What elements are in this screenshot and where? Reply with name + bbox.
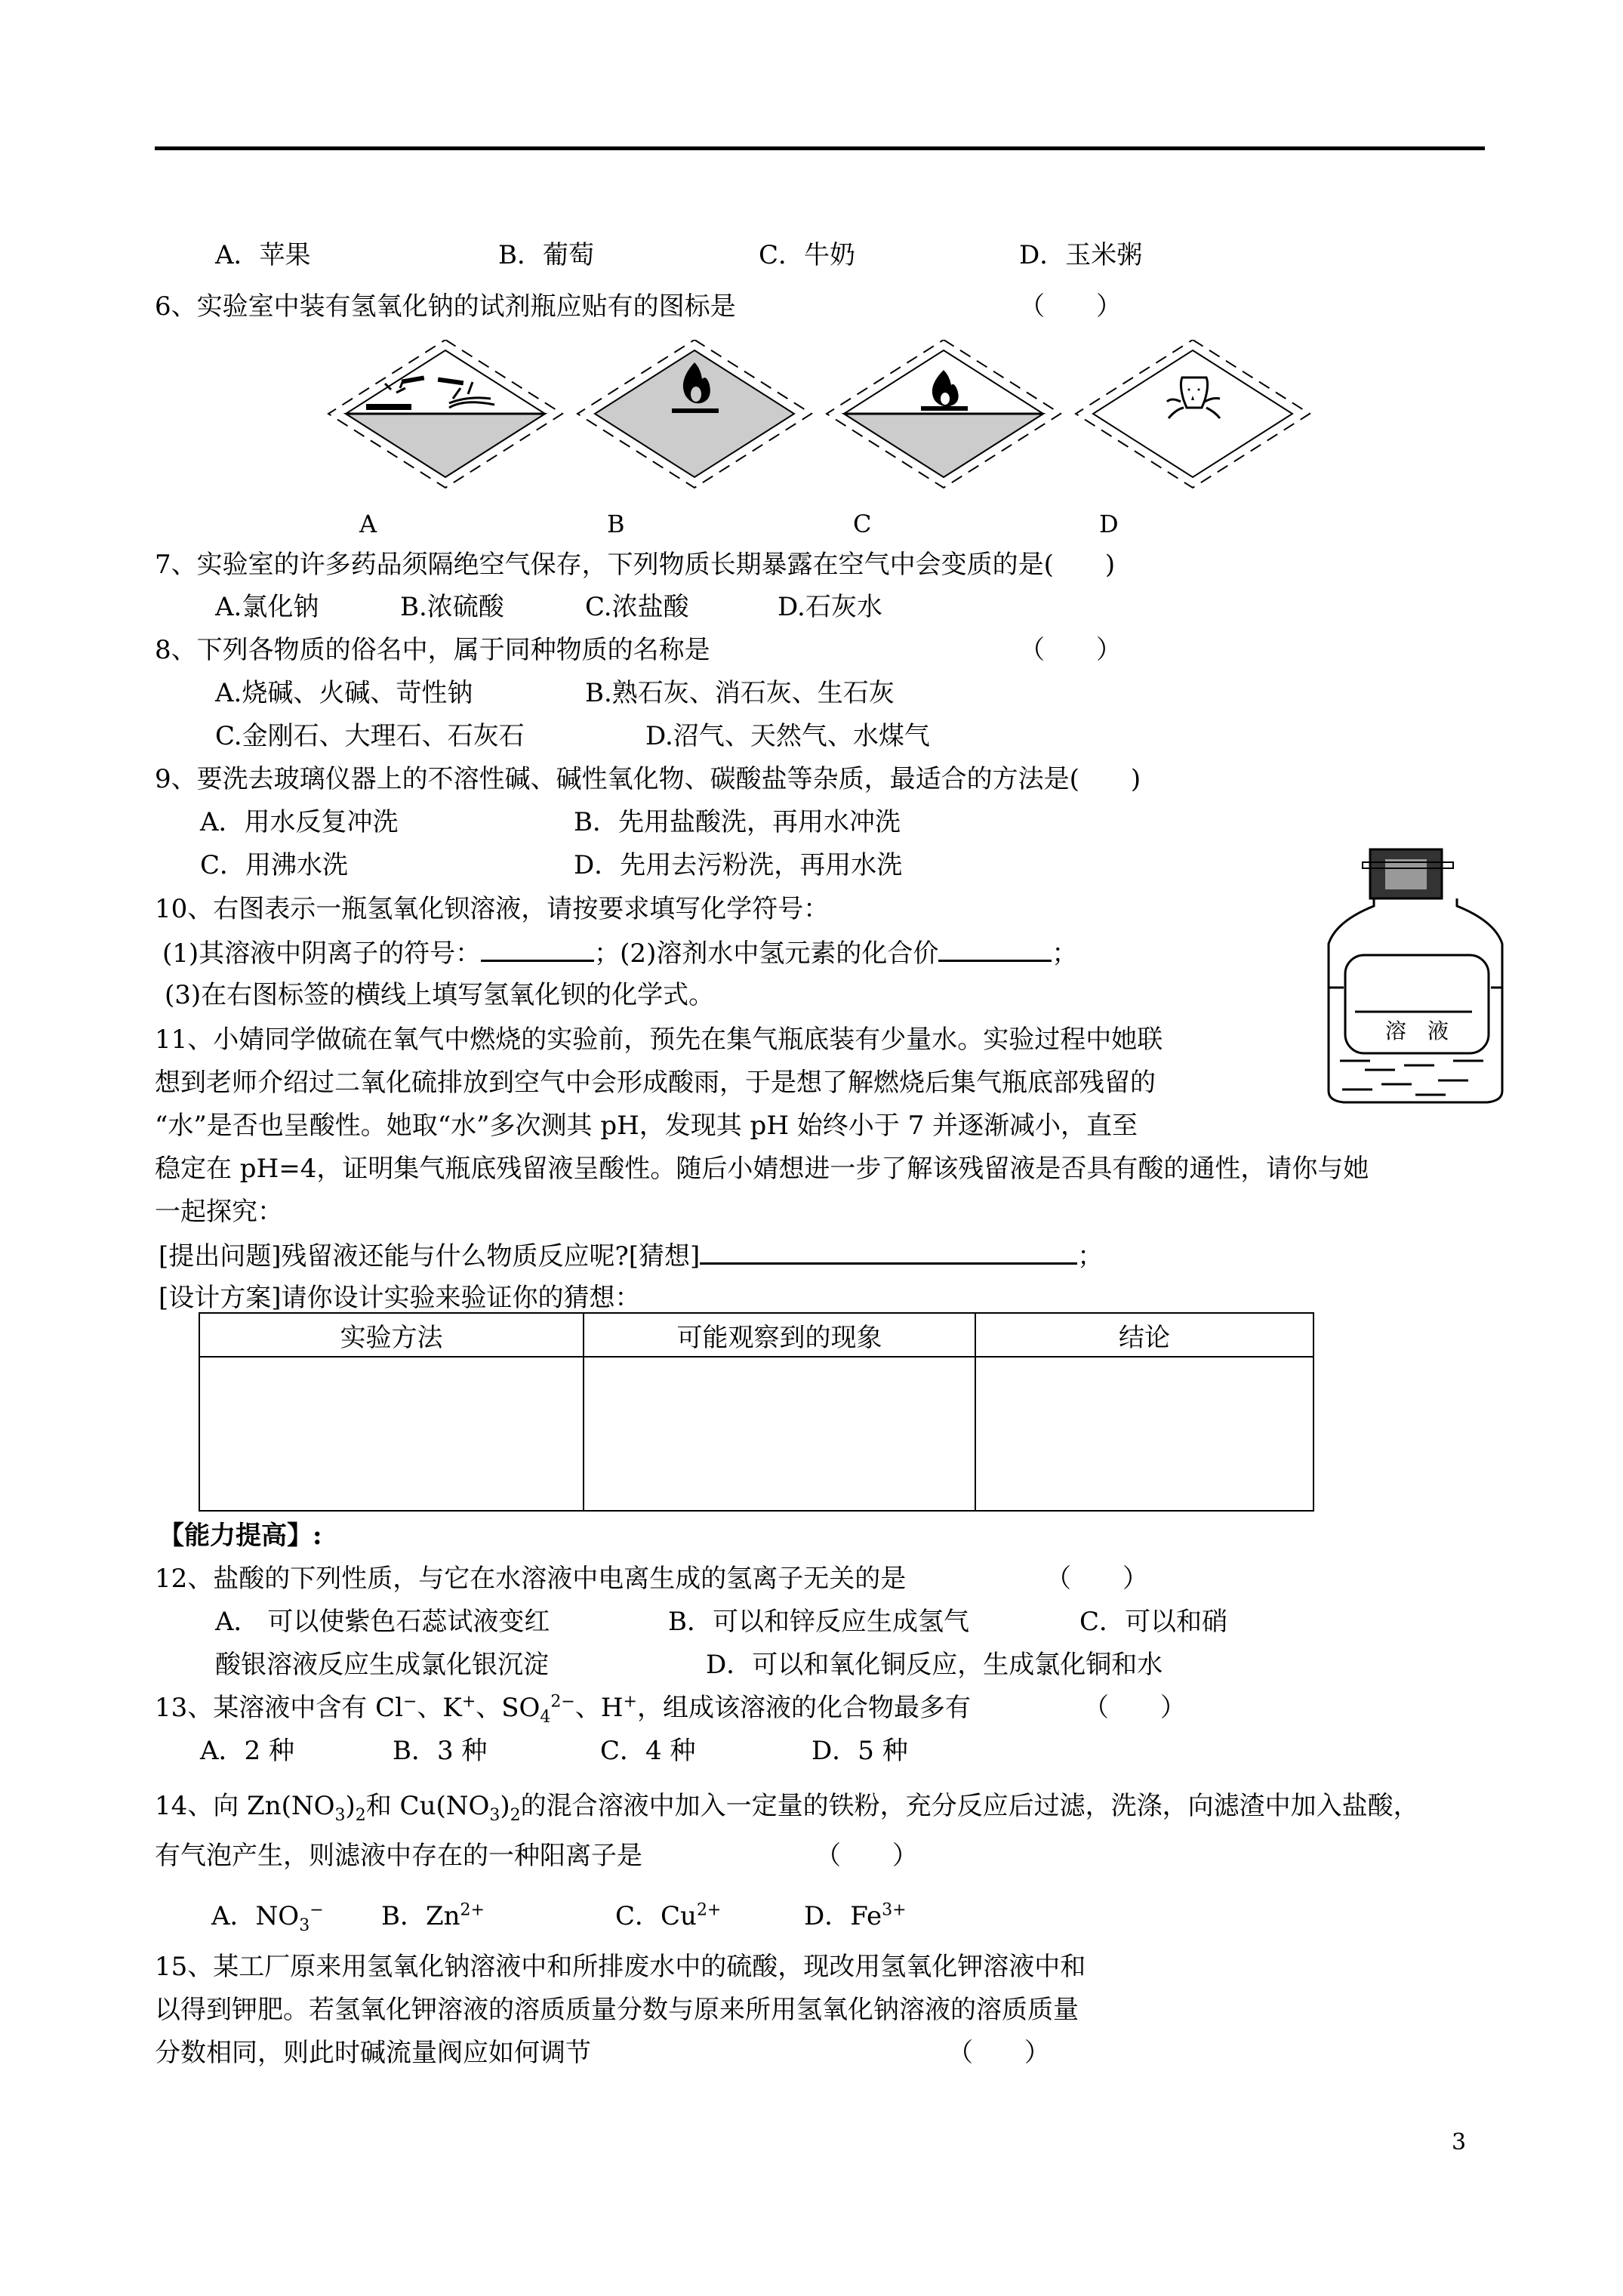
table-header-conclusion: 结论 <box>975 1313 1313 1357</box>
q11-line-3: “水”是否也呈酸性。她取“水”多次测其 pH，发现其 pH 始终小于 7 并逐渐减小，直至 <box>155 1111 1138 1141</box>
q14-s4: 2 <box>355 1805 366 1825</box>
q13-stem <box>155 1692 971 1727</box>
q11-line-5: 一起探究： <box>155 1197 283 1227</box>
header-rule <box>155 146 1485 150</box>
q15-line-2: 以得到钾肥。若氢氧化钾溶液的溶质质量分数与原来所用氢氧化钠溶液的溶质质量 <box>155 1995 1079 2025</box>
q15-line-1: 15、某工厂原来用氢氧化钠溶液中和所排废水中的硫酸，现改用氢氧化钾溶液中和 <box>155 1952 1086 1982</box>
q11-question-text: [提出问题]残留液还能与什么物质反应呢?[猜想] <box>159 1241 701 1271</box>
q14-s9: 的混合溶液中加入一定量的铁粉，充分反应后过滤，洗涤，向滤渣中加入盐酸， <box>520 1791 1419 1821</box>
q10-part3: (3)在右图标签的横线上填写氢氧化钡的化学式。 <box>165 980 715 1010</box>
q14-s8: 2 <box>510 1805 521 1825</box>
table-cell-method[interactable] <box>199 1357 584 1511</box>
q14-s6: 3 <box>489 1805 500 1825</box>
q10-end: ； <box>1052 938 1078 969</box>
q13-answer-paren: （ ） <box>1083 1693 1186 1723</box>
q14-s3: ) <box>345 1791 356 1821</box>
q11-line-4: 稳定在 pH=4，证明集气瓶底残留液呈酸性。随后小婧想进一步了解该残留液是否具有酸的通性，请你与她 <box>155 1154 1369 1184</box>
q11-question <box>159 1240 1103 1271</box>
q10-part2: (2)溶剂水中氢元素的化合价 <box>620 938 939 969</box>
q9-option-a: A．用水反复冲洗 <box>200 807 399 837</box>
q14-option-a: A．$NO_3^-$ <box>211 1900 324 1935</box>
flammable-liquid-icon <box>823 340 1064 491</box>
q10-stem: 10、右图表示一瓶氢氧化钡溶液，请按要求填写化学符号： <box>155 894 830 924</box>
corrosive-icon <box>325 340 566 491</box>
toxic-icon <box>1072 340 1313 491</box>
flammable-solid-icon <box>574 340 815 491</box>
q10-part1: (1)其溶液中阴离子的符号： <box>162 938 482 969</box>
q5-option-c: C．牛奶 <box>759 240 856 270</box>
q13-stem-pre: 13、某溶液中含有 Cl <box>155 1693 403 1723</box>
q14-s5: 和 Cu(NO <box>365 1791 490 1821</box>
q7-option-d: D.石灰水 <box>778 592 882 622</box>
q13-cl-charge: − <box>402 1692 417 1712</box>
q8-stem: 8、下列各物质的俗名中，属于同种物质的名称是 <box>155 635 710 665</box>
q9-option-b: B．先用盐酸洗，再用水冲洗 <box>574 807 901 837</box>
q14-s7: ) <box>500 1791 510 1821</box>
bottle-illustration <box>1321 838 1517 1117</box>
table-header-phenomenon: 可能观察到的现象 <box>584 1313 975 1357</box>
icon-label-b: B <box>607 510 625 538</box>
q14-option-b: B．$Zn^{2+}$ <box>381 1900 485 1931</box>
q9-stem: 9、要洗去玻璃仪器上的不溶性碱、碱性氧化物、碳酸盐等杂质，最适合的方法是( ) <box>155 764 1141 794</box>
q13-so-charge: 2− <box>550 1692 575 1712</box>
q13-option-b: B．3 种 <box>393 1736 488 1766</box>
q10-blank-2[interactable] <box>938 937 1052 962</box>
q15-line-3: 分数相同，则此时碱流量阀应如何调节 <box>155 2038 591 2068</box>
q6-stem: 6、实验室中装有氢氧化钠的试剂瓶应贴有的图标是 <box>155 291 736 322</box>
q8-option-b: B.熟石灰、消石灰、生石灰 <box>585 678 895 708</box>
q14-line-2: 有气泡产生，则滤液中存在的一种阳离子是 <box>155 1841 642 1871</box>
q13-h-charge: + <box>623 1692 637 1712</box>
q5-option-a: A．苹果 <box>215 240 311 270</box>
q9-option-d: D．先用去污粉洗，再用水洗 <box>574 850 903 880</box>
q12-option-c: C．可以和硝 <box>1079 1607 1228 1637</box>
experiment-table <box>199 1312 1314 1512</box>
hazard-icons <box>325 340 1336 551</box>
q10-blank-1[interactable] <box>481 937 594 962</box>
q14-s1: 14、向 Zn(NO <box>155 1791 335 1821</box>
q8-answer-paren: （ ） <box>1019 635 1122 665</box>
q5-option-d: D．玉米粥 <box>1019 240 1143 270</box>
page-number: 3 <box>1452 2129 1467 2156</box>
icon-label-c: C <box>853 510 872 538</box>
icon-label-d: D <box>1099 510 1119 538</box>
q14-option-c: C．$Cu^{2+}$ <box>615 1900 722 1931</box>
q12-stem: 12、盐酸的下列性质，与它在水溶液中电离生成的氢离子无关的是 <box>155 1564 907 1594</box>
q15-answer-paren: （ ） <box>947 2038 1050 2068</box>
q10-separator: ； <box>594 938 621 969</box>
q13-so: 、SO <box>476 1693 540 1723</box>
q9-option-c: C．用沸水洗 <box>200 850 349 880</box>
q12-answer-paren: （ ） <box>1046 1564 1148 1594</box>
q7-option-b: B.浓硫酸 <box>400 592 504 622</box>
q6-answer-paren: （ ） <box>1019 291 1122 322</box>
q13-option-c: C．4 种 <box>600 1736 696 1766</box>
table-cell-conclusion[interactable] <box>975 1357 1313 1511</box>
q13-option-a: A．2 种 <box>200 1736 294 1766</box>
q13-option-d: D．5 种 <box>812 1736 908 1766</box>
q13-h: 、H <box>574 1693 624 1723</box>
q8-option-c: C.金刚石、大理石、石灰石 <box>215 721 525 751</box>
q11-design: [设计方案]请你设计实验来验证你的猜想： <box>159 1283 641 1313</box>
q12-option-c-cont: 酸银溶液反应生成氯化银沉淀 <box>215 1650 549 1680</box>
q14-stem <box>155 1791 1419 1825</box>
q11-question-end: ； <box>1077 1241 1104 1271</box>
q14-option-d: D．$Fe^{3+}$ <box>804 1900 907 1931</box>
q8-option-d: D.沼气、天然气、水煤气 <box>645 721 930 751</box>
q13-so-sub: 4 <box>540 1707 551 1727</box>
q10-part1-2 <box>162 937 1077 969</box>
q13-stem-post: ，组成该溶液的化合物最多有 <box>636 1693 971 1723</box>
q13-k: 、K <box>417 1693 462 1723</box>
q8-option-a: A.烧碱、火碱、苛性钠 <box>215 678 473 708</box>
bottle-label-text: 溶 液 <box>1384 1019 1449 1043</box>
table-header-method: 实验方法 <box>199 1313 584 1357</box>
q14-answer-paren: （ ） <box>815 1841 918 1871</box>
table-row <box>199 1357 1313 1511</box>
table-cell-phenomenon[interactable] <box>584 1357 975 1511</box>
q11-line-1: 11、小婧同学做硫在氧气中燃烧的实验前，预先在集气瓶底装有少量水。实验过程中她联 <box>155 1025 1163 1055</box>
q12-option-d: D．可以和氧化铜反应，生成氯化铜和水 <box>706 1650 1163 1680</box>
icon-label-a: A <box>359 510 377 538</box>
q13-k-charge: + <box>461 1692 476 1712</box>
q5-option-b: B．葡萄 <box>498 240 594 270</box>
q14-s2: 3 <box>334 1805 346 1825</box>
q12-option-b: B．可以和锌反应生成氢气 <box>668 1607 969 1637</box>
table-header-row <box>199 1313 1313 1357</box>
q7-stem: 7、实验室的许多药品须隔绝空气保存，下列物质长期暴露在空气中会变质的是( ) <box>155 550 1116 580</box>
q11-guess-blank[interactable] <box>700 1240 1077 1265</box>
q7-option-c: C.浓盐酸 <box>585 592 689 622</box>
q7-option-a: A.氯化钠 <box>215 592 319 622</box>
q12-option-a: A． 可以使紫色石蕊试液变红 <box>215 1607 550 1637</box>
q11-line-2: 想到老师介绍过二氧化硫排放到空气中会形成酸雨，于是想了解燃烧后集气瓶底部残留的 <box>155 1068 1156 1098</box>
section-heading: 【能力提高】: <box>159 1521 322 1551</box>
